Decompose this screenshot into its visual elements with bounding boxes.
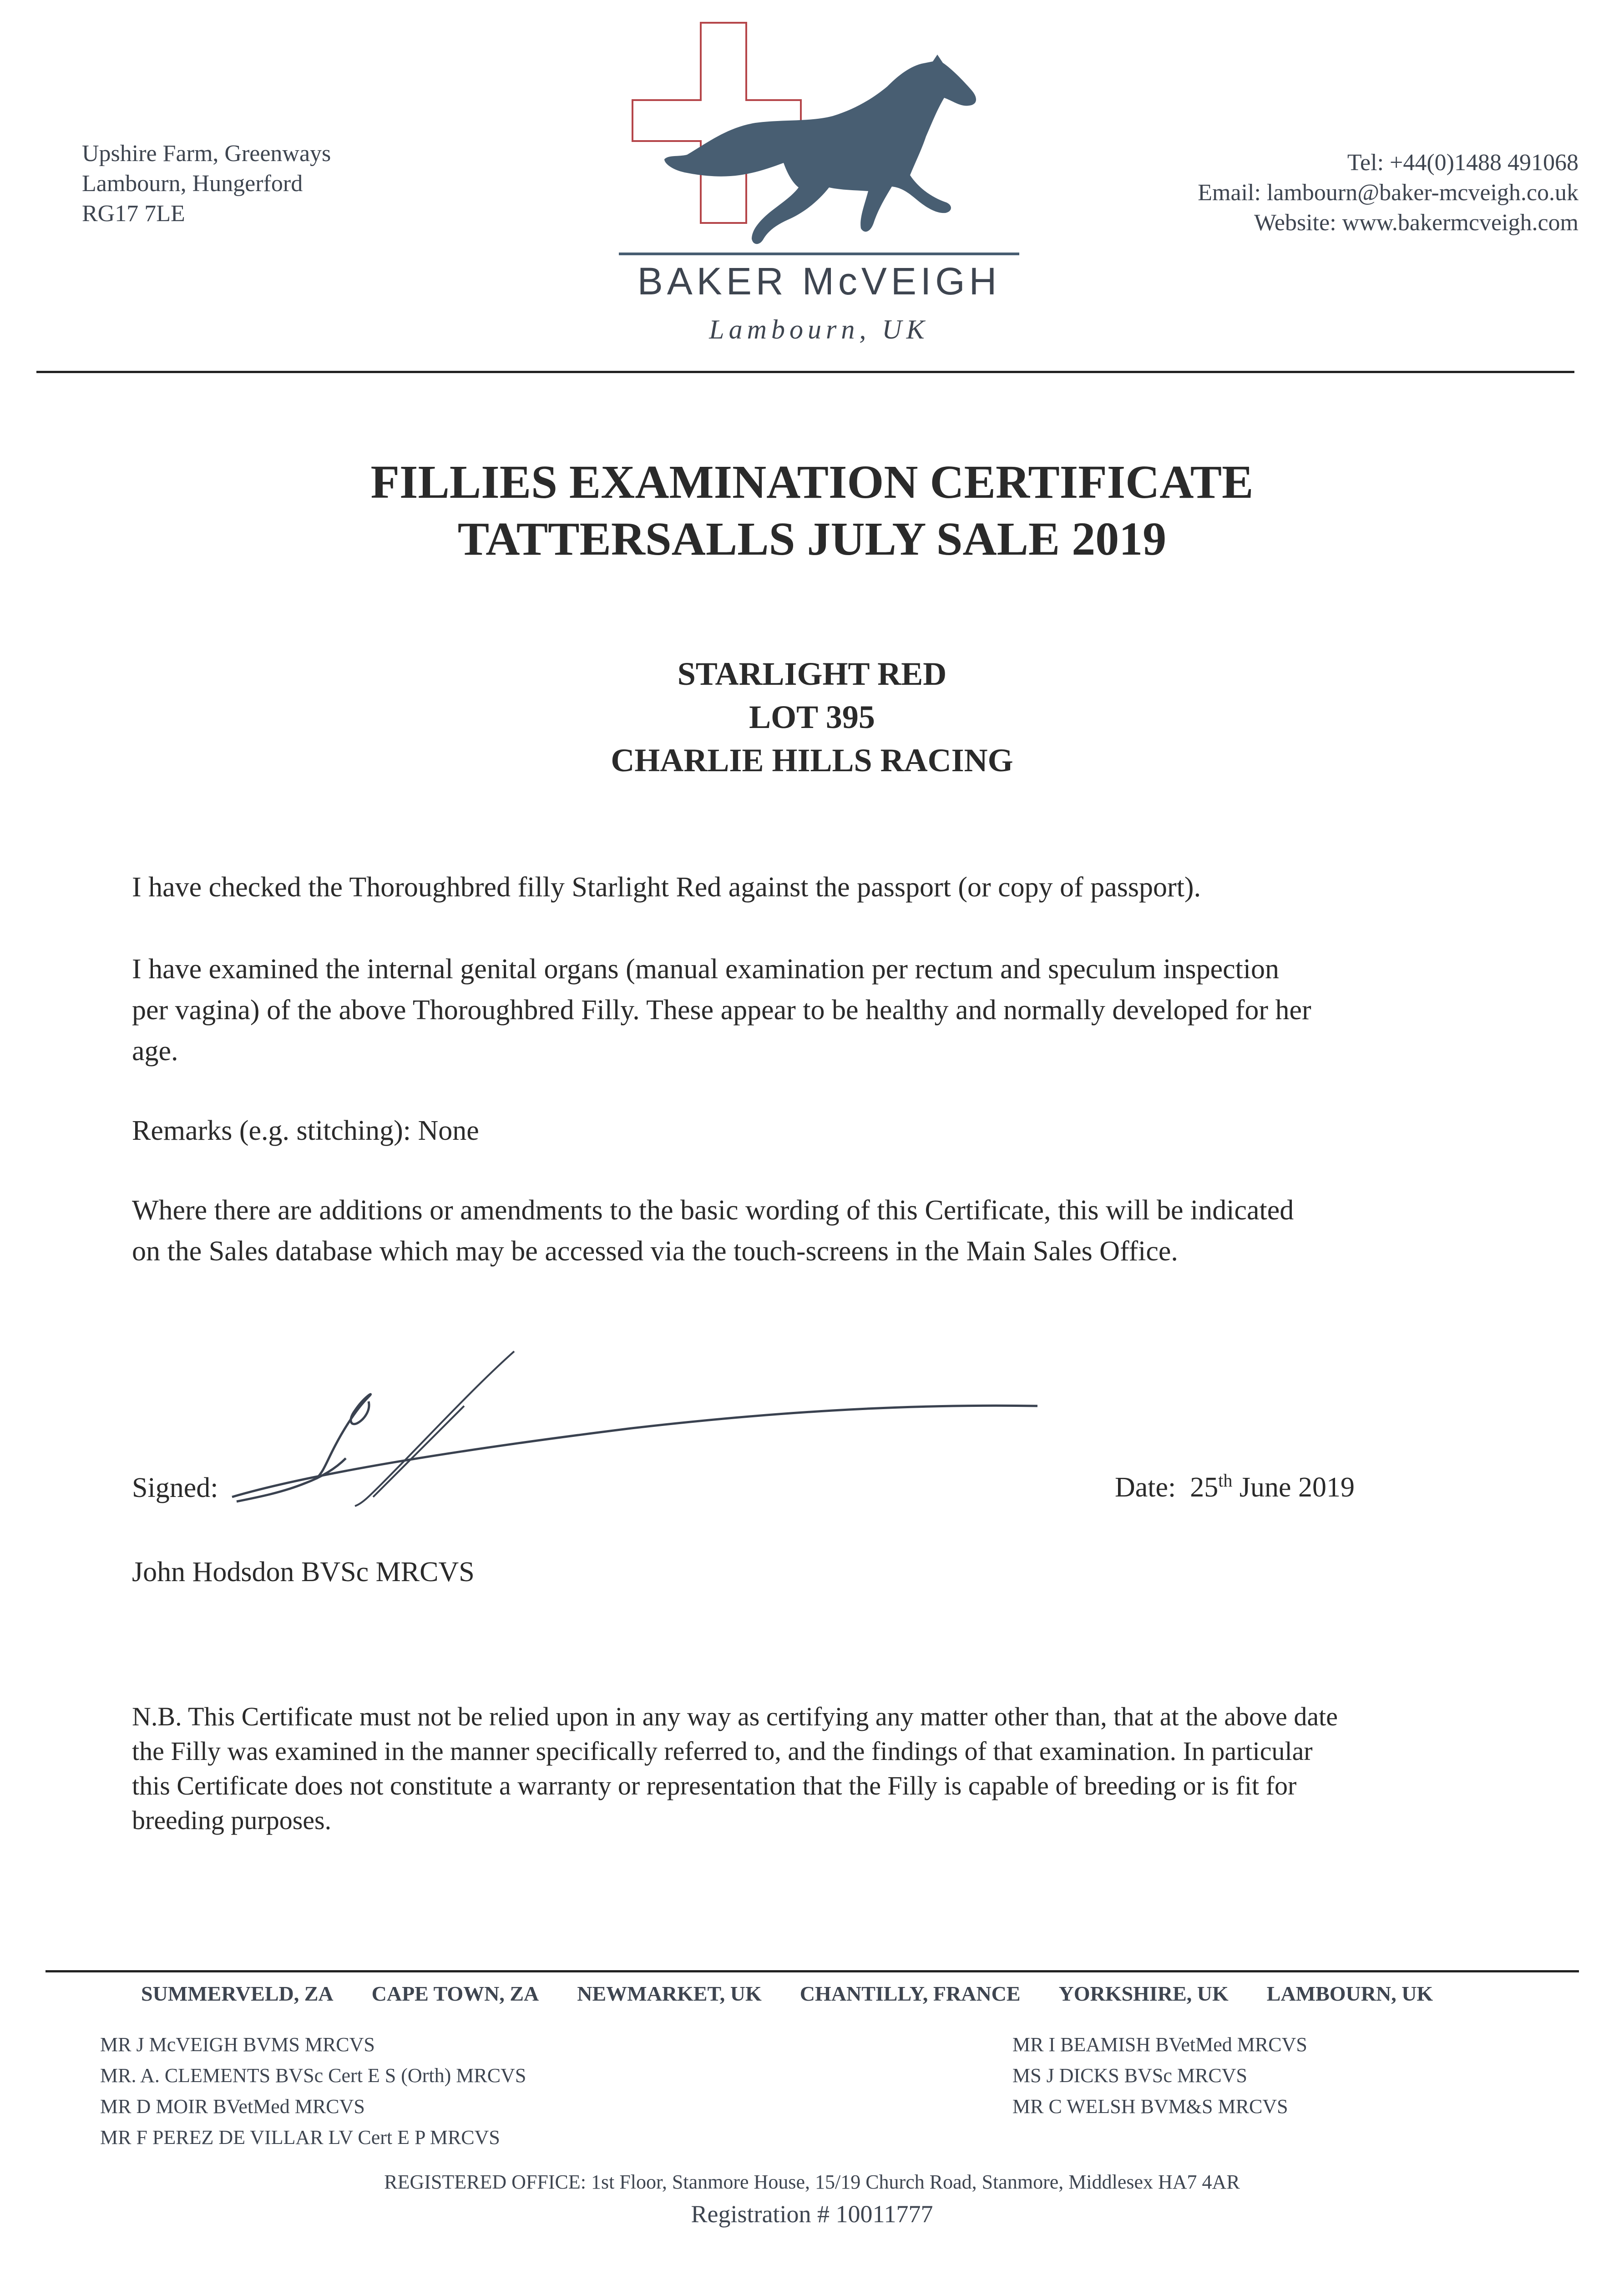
staff-member: MR. A. CLEMENTS BVSc Cert E S (Orth) MRCVS — [100, 2064, 526, 2087]
staff-member: MR I BEAMISH BVetMed MRCVS — [1012, 2033, 1307, 2056]
signed-label: Signed: — [132, 1472, 218, 1503]
note-line: breeding purposes. — [132, 1805, 332, 1835]
lot-number: LOT 395 — [749, 699, 875, 735]
staff-member: MS J DICKS BVSc MRCVS — [1012, 2064, 1247, 2087]
examination-paragraph — [132, 949, 1520, 1072]
office-location: CAPE TOWN, ZA — [371, 1982, 539, 2005]
brand-location: Lambourn, UK — [709, 314, 929, 344]
brand-name: BAKER McVEIGH — [637, 260, 1001, 303]
office-locations — [141, 1982, 1471, 2006]
paragraph-line: age. — [132, 1036, 178, 1067]
staff-member: MR F PEREZ DE VILLAR LV Cert E P MRCVS — [100, 2126, 500, 2149]
staff-member: MR D MOIR BVetMed MRCVS — [100, 2095, 365, 2118]
horse-icon — [664, 55, 976, 244]
contact-email: Email: lambourn@baker-mcveigh.co.uk — [1198, 180, 1578, 206]
registered-office: REGISTERED OFFICE: 1st Floor, Stanmore House, 15/19 Church Road, Stanmore, Middlesex HA7 4AR — [384, 2171, 1240, 2193]
disclaimer-note — [132, 1699, 1524, 1838]
vet-name: John Hodsdon BVSc MRCVS — [132, 1557, 475, 1587]
address-line: RG17 7LE — [82, 201, 185, 227]
remarks-line: Remarks (e.g. stitching): None — [132, 1115, 479, 1146]
address-line: Upshire Farm, Greenways — [82, 141, 331, 167]
date-rest: June 2019 — [1239, 1472, 1355, 1503]
contact-tel: Tel: +44(0)1488 491068 — [1347, 150, 1578, 176]
contact-website: Website: www.bakermcveigh.com — [1254, 210, 1578, 236]
paragraph-line: Where there are additions or amendments to the basic wording of this Certificate, this will be indicated — [132, 1195, 1294, 1226]
office-location: NEWMARKET, UK — [577, 1982, 762, 2005]
certificate-date — [1115, 1470, 1355, 1504]
certificate-title: FILLIES EXAMINATION CERTIFICATE — [370, 456, 1254, 508]
horse-and-cross-logo — [619, 18, 1019, 273]
certificate-subtitle: TATTERSALLS JULY SALE 2019 — [457, 513, 1167, 565]
handwritten-signature — [218, 1347, 1060, 1538]
horse-name: STARLIGHT RED — [677, 656, 947, 692]
office-location: LAMBOURN, UK — [1266, 1982, 1433, 2005]
office-location: YORKSHIRE, UK — [1058, 1982, 1229, 2005]
office-location: CHANTILLY, FRANCE — [799, 1982, 1021, 2005]
footer-divider — [46, 1970, 1579, 1972]
note-line: the Filly was examined in the manner specifically referred to, and the findings of that examination. In particular — [132, 1736, 1313, 1766]
staff-list-right — [1012, 2029, 1307, 2122]
note-line: this Certificate does not constitute a warranty or representation that the Filly is capable of breeding or is fit for — [132, 1771, 1297, 1800]
paragraph-line: on the Sales database which may be accessed via the touch-screens in the Main Sales Office. — [132, 1236, 1178, 1267]
office-location: SUMMERVELD, ZA — [141, 1982, 334, 2005]
vendor-name: CHARLIE HILLS RACING — [611, 742, 1013, 779]
header-divider — [36, 371, 1574, 373]
staff-list-left — [100, 2029, 526, 2153]
company-address — [82, 139, 331, 229]
staff-member: MR J McVEIGH BVMS MRCVS — [100, 2033, 375, 2056]
company-contact — [1032, 148, 1578, 238]
date-label: Date: — [1115, 1472, 1176, 1503]
paragraph-line: I have examined the internal genital organs (manual examination per rectum and speculum inspection — [132, 954, 1280, 985]
passport-check-paragraph: I have checked the Thoroughbred filly Starlight Red against the passport (or copy of passport). — [132, 872, 1201, 903]
amendments-paragraph — [132, 1190, 1520, 1272]
date-day: 25 — [1190, 1472, 1219, 1503]
address-line: Lambourn, Hungerford — [82, 171, 303, 197]
note-line: N.B. This Certificate must not be relied upon in any way as certifying any matter other than, that at the above date — [132, 1702, 1338, 1731]
registration-number: Registration # 10011777 — [691, 2200, 933, 2228]
date-suffix: th — [1218, 1470, 1233, 1491]
paragraph-line: per vagina) of the above Thoroughbred Filly. These appear to be healthy and normally developed for her — [132, 995, 1311, 1026]
staff-member: MR C WELSH BVM&S MRCVS — [1012, 2095, 1288, 2118]
